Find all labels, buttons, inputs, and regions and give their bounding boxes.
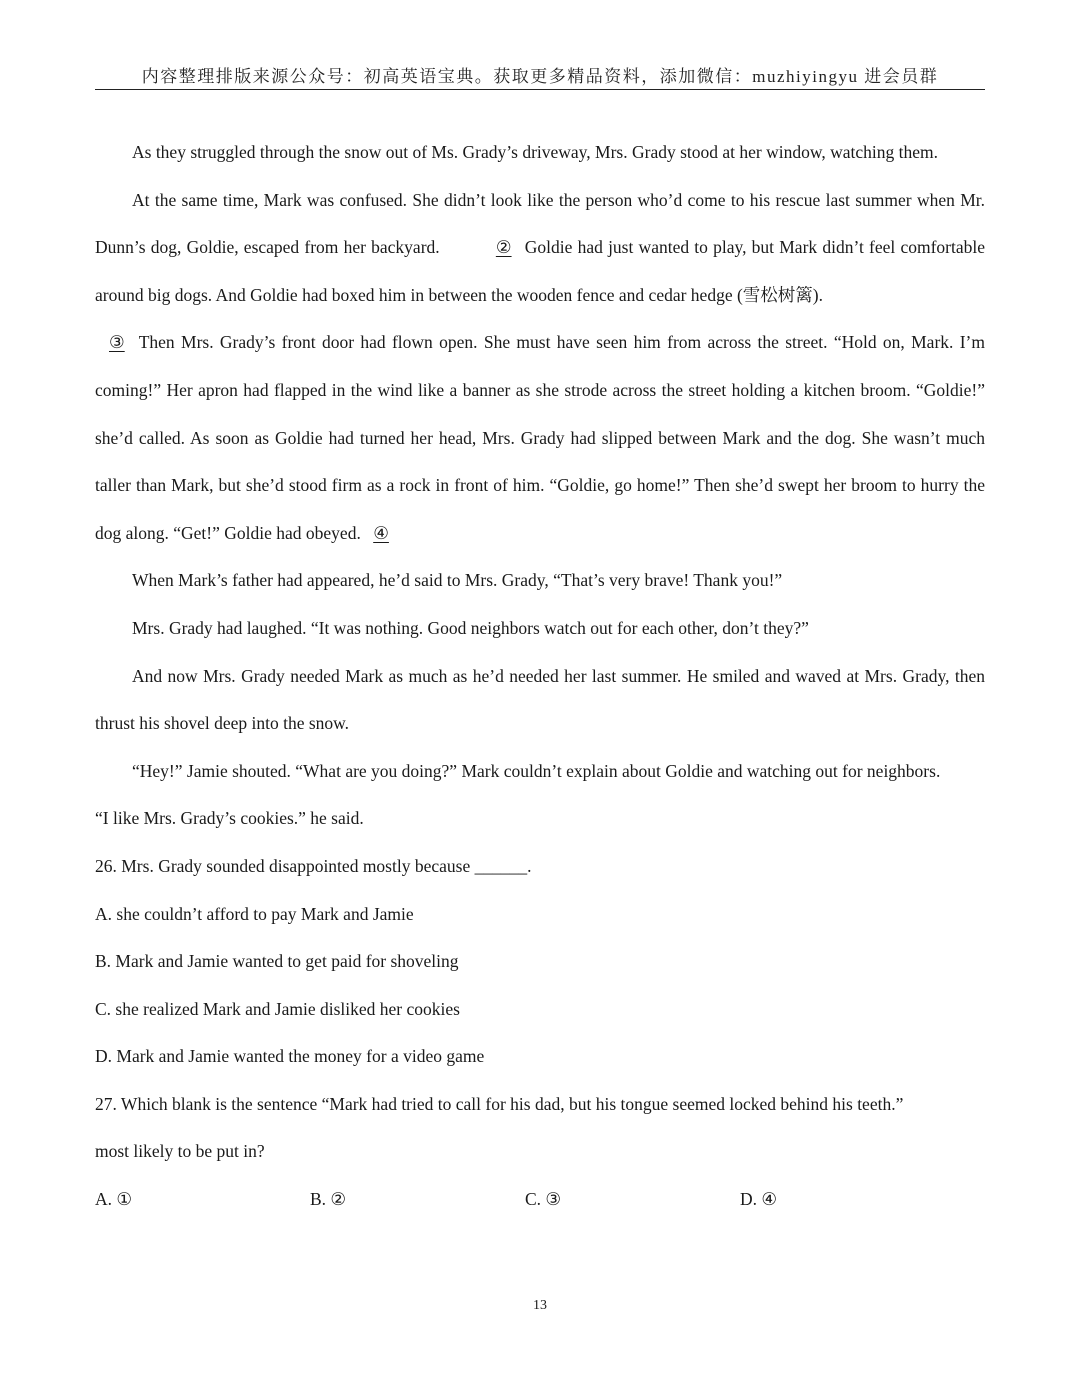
paragraph-6: And now Mrs. Grady needed Mark as much as he’d needed her last summer. He smiled and waved at Mrs. Grady, then thrust his shovel deep into the snow. [95,665,985,734]
question-27-stem-line-1: 27. Which blank is the sentence “Mark had tried to call for his dad, but his tongue seemed locked behind his teeth.” [95,1093,904,1114]
paragraph-3-text: Then Mrs. Grady’s front door had flown open. She must have seen him from across the street. “Hold on, Mark. I’m coming!” Her apron had flapped in the wind like a banner as she strode across the street holding a kitchen broom. “Goldie!” she’d called. As soon as Goldie had turned her head, Mrs. Grady had slipped between Mark and the dog. She wasn’t much taller than Mark, but she’d stood firm as a rock in front of him. “Goldie, go home!” Then she’d swept her broom to hurry the dog along. “Get!” Goldie had obeyed. [95,332,985,543]
question-26-option-c: C. she realized Mark and Jamie disliked her cookies [95,998,460,1019]
document-body [95,129,985,1224]
question-27-stem-line-2: most likely to be put in? [95,1141,265,1162]
question-26-stem: 26. Mrs. Grady sounded disappointed mostly because ______. [95,855,532,876]
header-rule [95,89,985,90]
paragraph-2-part-a: At the same time, Mark was confused. She didn’t look like the person who’d come to his rescue last summer when Mr. Dunn’s dog, Goldie, escaped from her backyard. [95,189,985,258]
question-26-option-a: A. she couldn’t afford to pay Mark and Jamie [95,903,414,924]
paragraph-3 [95,319,985,557]
paragraph-7-continued: “I like Mrs. Grady’s cookies.” he said. [95,808,364,829]
paragraph-7: “Hey!” Jamie shouted. “What are you doing?” Mark couldn’t explain about Goldie and watching out for neighbors. [132,760,941,781]
blank-3: ③ [109,332,125,353]
paragraph-5: Mrs. Grady had laughed. “It was nothing. Good neighbors watch out for each other, don’t they?” [132,617,809,638]
page-number: 13 [533,1298,547,1313]
question-27-option-c: C. ③ [525,1189,562,1210]
paragraph-2-part-b: Goldie had just wanted to play, but Mark didn’t feel comfortable around big dogs. And Goldie had boxed him in between the wooden fence and cedar hedge (雪松树篱). [95,237,986,305]
blank-4: ④ [373,522,389,543]
question-27-option-b: B. ② [310,1189,347,1210]
paragraph-2 [95,177,985,320]
question-26-option-d: D. Mark and Jamie wanted the money for a video game [95,1046,485,1067]
paragraph-4: When Mark’s father had appeared, he’d said to Mrs. Grady, “That’s very brave! Thank you!” [132,570,783,591]
question-26-option-b: B. Mark and Jamie wanted to get paid for shoveling [95,951,459,972]
question-27-option-d: D. ④ [740,1189,778,1210]
paragraph-1: As they struggled through the snow out of Ms. Grady’s driveway, Mrs. Grady stood at her window, watching them. [132,142,939,162]
page-header: 内容整理排版来源公众号：初高英语宝典。获取更多精品资料，添加微信：muzhiyingyu 进会员群 [141,67,939,86]
blank-2: ② [495,237,512,258]
question-27-option-a: A. ① [95,1189,133,1210]
question-27-options [95,1176,985,1224]
